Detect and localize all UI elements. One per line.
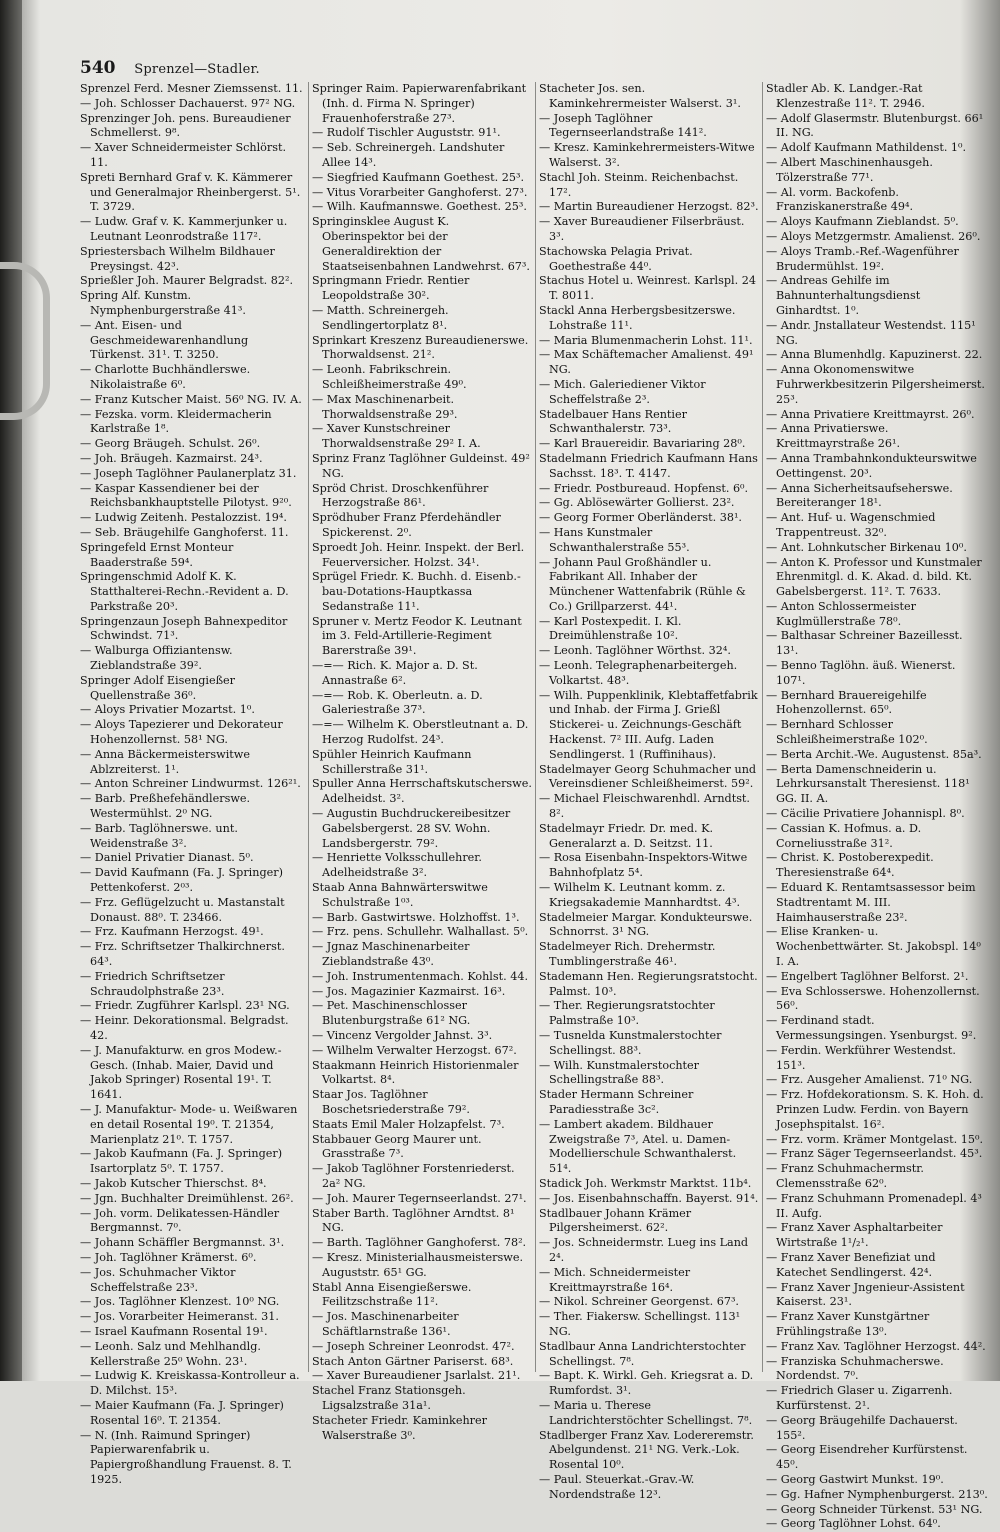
directory-entry: —=— Rob. K. Oberleutn. a. D. Galeriestraße 37³. (312, 688, 483, 717)
directory-entry: — Siegfried Kaufmann Goethest. 25³. (312, 170, 525, 184)
directory-entry: Stachel Franz Stationsgeh. Ligsalzstraße 31a¹. (312, 1384, 466, 1412)
directory-entry: — Berta Archit.-We. Augustenst. 85a³. (766, 747, 982, 761)
directory-entry: Stadlbaur Anna Landrichterstochter Schellingst. 7⁸. (539, 1339, 746, 1368)
directory-entry: — Anna Bäckermeisterswitwe Ablzreiterst. 1¹. (80, 747, 250, 776)
directory-entry: — Joseph Schreiner Leonrodst. 47². (312, 1339, 515, 1353)
directory-entry: — Max Schäftemacher Amalienst. 49¹ NG. (539, 348, 754, 377)
directory-entry: — Friedrich Glaser u. Zigarrenh. Kurfürstenst. 2¹. (766, 1384, 953, 1412)
directory-entry: — Karl Brauereidir. Bavariaring 28⁰. (539, 437, 746, 451)
directory-entry: — Georg Gastwirt Munkst. 19⁰. (766, 1472, 944, 1486)
directory-entry: Stadelmayer Georg Schuhmacher und Vereinsdiener Schleißheimerst. 59². (539, 762, 757, 791)
directory-entry: — Augustin Buchdruckereibesitzer Gabelsbergerst. 28 SV. Wohn. Landsbergerstr. 79². (312, 807, 511, 850)
directory-entry: — Max Maschinenarbeit. Thorwaldsenstraße 29³. (312, 392, 458, 421)
directory-entry: — Seb. Bräugehilfe Ganghoferst. 11. (80, 525, 289, 539)
directory-entry: — N. (Inh. Raimund Springer) Papierwarenfabrik u. Papiergroßhandlung Frauenst. 8. T. 1925. (80, 1428, 292, 1486)
directory-entry: Stadlbauer Johann Krämer Pilgersheimerst. 62². (539, 1206, 692, 1235)
directory-entry: — Tusnelda Kunstmalerstochter Schellingst. 88³. (539, 1029, 722, 1057)
directory-entry: Spriestersbach Wilhelm Bildhauer Preysingst. 42³. (80, 244, 275, 273)
directory-entry: — Andr. Jnstallateur Westendst. 115¹ NG. (766, 318, 976, 347)
directory-entry: — Bernhard Schlosser Schleißheimerstraße 102⁰. (766, 718, 928, 747)
directory-entry: — Leonh. Telegraphenarbeitergeh. Volkartst. 48³. (539, 659, 738, 687)
directory-entry: — Leonh. Fabrikschrein. Schleißheimerstraße 49⁰. (312, 363, 467, 391)
directory-entry: — Joh. Schlosser Dachauerst. 97² NG. (80, 96, 296, 110)
directory-entry: — Matth. Schreinergeh. Sendlingertorplatz 8¹. (312, 303, 449, 332)
directory-entry: — Georg Schneider Türkenst. 53¹ NG. (766, 1502, 983, 1516)
directory-entry: — Jgn. Buchhalter Dreimühlenst. 26². (80, 1191, 294, 1205)
directory-entry: — Ferdin. Werkführer Westendst. 151³. (766, 1043, 956, 1072)
directory-entry: — Kresz. Kaminkehrermeisters-Witwe Walserst. 3². (539, 141, 755, 169)
directory-entry: — Joseph Taglöhner Paulanerplatz 31. (80, 466, 297, 480)
directory-entry: — Frz. Kaufmann Herzogst. 49¹. (80, 925, 264, 939)
directory-entry: — Pet. Maschinenschlosser Blutenburgstraße 61² NG. (312, 999, 471, 1028)
directory-entry: — Charlotte Buchhändlerswe. Nikolaistraße 6⁰. (80, 363, 251, 391)
directory-entry: — Karl Postexpedit. I. Kl. Dreimühlenstraße 10². (539, 614, 682, 643)
directory-entry: — Johann Schäffler Bergmannst. 3¹. (80, 1236, 285, 1250)
directory-entry: — Rosa Eisenbahn-Inspektors-Witwe Bahnhofplatz 5⁴. (539, 851, 748, 880)
directory-entry: — Franz Kutscher Maist. 56⁰ NG. IV. A. (80, 392, 302, 406)
directory-entry: — Ludwig K. Kreiskassa-Kontrolleur a. D. Milchst. 15³. (80, 1369, 300, 1398)
directory-entry: — Franz Xaver Jngenieur-Assistent Kaiserst. 23¹. (766, 1280, 965, 1309)
directory-entry: Staab Anna Bahnwärterswitwe Schulstraße 1⁰³. (312, 881, 488, 909)
directory-entry: — Albert Maschinenhausgeh. Tölzerstraße 77¹. (766, 155, 933, 184)
directory-entry: Springmann Friedr. Rentier Leopoldstraße 30². (312, 274, 470, 303)
directory-entry: — Anna Blumenhdlg. Kapuzinerst. 22. (766, 348, 983, 362)
directory-entry: — Joh. Instrumentenmach. Kohlst. 44. (312, 969, 529, 983)
directory-entry: Stademann Hen. Regierungsratstocht. Palmst. 10³. (539, 969, 758, 998)
directory-entry: Sproedt Joh. Heinr. Inspekt. der Berl. Feuerversicher. Holzst. 34¹. (312, 540, 525, 569)
directory-entry: — Aloys Privatier Mozartst. 1⁰. (80, 703, 255, 717)
directory-entry: — Berta Damenschneiderin u. Lehrkursanstalt Theresienst. 118¹ GG. II. A. (766, 762, 970, 806)
directory-entry: — Wilhelm Verwalter Herzogst. 67². (312, 1043, 517, 1057)
directory-entry: Stachowska Pelagia Privat. Goethestraße 44⁰. (539, 244, 693, 273)
directory-entry: — Georg Taglöhner Lohst. 64⁰. (766, 1517, 941, 1531)
directory-entry: — Barth. Taglöhner Ganghoferst. 78². (312, 1236, 527, 1250)
directory-entry: —=— Rich. K. Major a. D. St. Annastraße 6². (312, 659, 478, 687)
directory-entry: — Ther. Regierungsratstochter Palmstraße 10³. (539, 999, 715, 1028)
directory-entry: — Benno Taglöhn. äuß. Wienerst. 107¹. (766, 659, 956, 687)
directory-entry: — Christ. K. Postoberexpedit. Theresienstraße 64⁴. (766, 851, 934, 880)
directory-entry: — Michael Fleischwarenhdl. Arndtst. 8². (539, 792, 750, 821)
directory-entry: — Anton Schreiner Lindwurmst. 126²¹. (80, 777, 301, 791)
directory-entry: Stacheter Friedr. Kaminkehrer Walserstraße 3⁰. (312, 1413, 487, 1442)
page-number: 540 (80, 58, 116, 78)
directory-entry: — Eva Schlosserswe. Hohenzollernst. 56⁰. (766, 984, 980, 1013)
directory-entry: — Rudolf Tischler Auguststr. 91¹. (312, 126, 501, 140)
directory-entry: — J. Manufakturw. en gros Modew.-Gesch. (Inhab. Maier, David und Jakob Springer) Rosental 19¹. T. 1641. (80, 1043, 282, 1102)
directory-entry: — Bernhard Brauereigehilfe Hohenzollernst. 65⁰. (766, 688, 927, 717)
directory-entry: — Wilh. Kunstmalerstochter Schellingstraße 88³. (539, 1058, 700, 1087)
directory-entry: — Franz Xaver Kunstgärtner Frühlingstraße 13⁰. (766, 1310, 930, 1338)
column-4 (766, 82, 988, 1531)
directory-entry: Stadelmayr Friedr. Dr. med. K. Generalarzt a. D. Seitzst. 11. (539, 821, 714, 850)
directory-entry: — Frz. Ausgeher Amalienst. 71⁰ NG. (766, 1073, 973, 1087)
directory-entry: — Paul. Steuerkat.-Grav.-W. Nordendstraße 12³. (539, 1472, 695, 1501)
directory-entry: — Anna Trambahnkondukteurswitwe Oettingenst. 20³. (766, 451, 977, 480)
directory-entry: — Vitus Vorarbeiter Ganghoferst. 27³. (312, 185, 528, 199)
directory-entry: — Mich. Schneidermeister Kreittmayrstraße 16⁴. (539, 1265, 691, 1294)
directory-entry: — Fezska. vorm. Kleidermacherin Karlstraße 1⁸. (80, 407, 272, 436)
directory-entry: — Jos. Vorarbeiter Heimeranst. 31. (80, 1310, 279, 1324)
directory-entry: — Walburga Offiziantensw. Zieblandstraße 39². (80, 644, 233, 673)
directory-entry: Stachl Joh. Steinm. Reichenbachst. 17². (539, 170, 739, 199)
directory-entry: — Barb. Preßhefehändlerswe. Westermühlst. 2⁰ NG. (80, 792, 251, 821)
directory-entry: — Frz. pens. Schullehr. Walhallast. 5⁰. (312, 925, 529, 939)
binder-ring (0, 262, 50, 420)
directory-entry: — Leonh. Taglöhner Wörthst. 32⁴. (539, 644, 731, 658)
directory-entry: — Al. vorm. Backofenb. Franziskanerstraße 49⁴. (766, 185, 914, 214)
directory-entry: Springenschmid Adolf K. K. Statthalterei-Rechn.-Revident a. D. Parkstraße 20³. (80, 570, 289, 613)
directory-entry: — Jakob Kutscher Thierschst. 8⁴. (80, 1176, 267, 1190)
directory-entry: Spuller Anna Herrschaftskutscherswe. Adelheidst. 3². (312, 777, 532, 806)
directory-entry: — Martin Bureaudiener Herzogst. 82³. (539, 200, 759, 214)
directory-entry: Staar Jos. Taglöhner Boschetsriederstraße 79². (312, 1088, 470, 1116)
directory-entry: — Joh. vorm. Delikatessen-Händler Bergmannst. 7⁰. (80, 1206, 280, 1235)
directory-entry: — Maier Kaufmann (Fa. J. Springer) Rosental 16⁰. T. 21354. (80, 1398, 284, 1427)
directory-entry: — Heinr. Dekorationsmal. Belgradst. 42. (80, 1014, 289, 1042)
directory-entry: —=— Wilhelm K. Oberstleutnant a. D. Herzog Rudolfst. 24³. (312, 718, 529, 747)
directory-entry: — Anna Sicherheitsaufseherswe. Bereiteranger 18¹. (766, 481, 953, 510)
directory-entry: — Georg Bräugehilfe Dachauerst. 155². (766, 1413, 958, 1442)
directory-entry: Springenzaun Joseph Bahnexpeditor Schwindst. 71³. (80, 614, 288, 643)
directory-entry: — Anton K. Professor und Kunstmaler Ehrenmitgl. d. K. Akad. d. bild. Kt. Gabelsbergerst. 11². T. 7633. (766, 555, 982, 599)
directory-entry: — Jakob Kaufmann (Fa. J. Springer) Isartorplatz 5⁰. T. 1757. (80, 1147, 283, 1176)
directory-entry: — Franz Xav. Taglöhner Herzogst. 44². (766, 1339, 986, 1353)
directory-entry: — Franz Xaver Asphaltarbeiter Wirtstraße 1¹/₂¹. (766, 1221, 943, 1250)
directory-entry: — Joh. Taglöhner Krämerst. 6⁰. (80, 1250, 257, 1264)
directory-entry: — Frz. Hofdekorationsm. S. K. Hoh. d. Prinzen Ludw. Ferdin. von Bayern Josephspitalst. 16². (766, 1088, 984, 1131)
directory-entry: — Ant. Huf- u. Wagenschmied Trappentreust. 32⁰. (766, 511, 936, 539)
directory-entry: Stachus Hotel u. Weinrest. Karlspl. 24 T. 8011. (539, 274, 756, 303)
column-divider (762, 82, 763, 1372)
directory-entry: Staakmann Heinrich Historienmaler Volkartst. 8⁴. (312, 1058, 519, 1087)
directory-entry: — Wilh. Kaufmannswe. Goethest. 25³. (312, 200, 527, 214)
directory-entry: — Aloys Metzgermstr. Amalienst. 26⁰. (766, 229, 981, 243)
directory-entry: — Aloys Tapezierer und Dekorateur Hohenzollernst. 58¹ NG. (80, 718, 283, 747)
directory-entry: Stadick Joh. Werkmstr Marktst. 11b⁴. (539, 1176, 752, 1190)
directory-entry: — Anna Privatierswe. Kreittmayrstraße 26¹. (766, 422, 901, 451)
directory-entry: — Gg. Hafner Nymphenburgerst. 213⁰. (766, 1487, 988, 1501)
directory-entry: Springer Raim. Papierwarenfabrikant (Inh. d. Firma N. Springer) Frauenhoferstraße 27³. (312, 82, 527, 125)
directory-entry: — Jos. Magazinier Kazmairst. 16³. (312, 984, 506, 998)
directory-entry: — Vincenz Vergolder Jahnst. 3³. (312, 1029, 493, 1042)
column-3 (539, 82, 759, 1501)
directory-entry: — Ant. Eisen- und Geschmeidewarenhandlung Türkenst. 31¹. T. 3250. (80, 318, 249, 362)
directory-entry: — Andreas Gehilfe im Bahnunterhaltungsdienst Ginhardtst. 1⁰. (766, 274, 921, 317)
directory-entry: — Friedr. Postbureaud. Hopfenst. 6⁰. (539, 481, 749, 495)
directory-entry: — Friedrich Schriftsetzer Schraudolphstraße 23³. (80, 969, 225, 998)
directory-entry: Staats Emil Maler Holzapfelst. 7³. (312, 1117, 505, 1131)
directory-entry: Staber Barth. Taglöhner Arndtst. 8¹ NG. (312, 1206, 515, 1235)
directory-entry: — Nikol. Schreiner Georgenst. 67³. (539, 1295, 739, 1309)
directory-entry: Sprenzinger Joh. pens. Bureaudiener Schmellerst. 9⁸. (80, 111, 291, 140)
directory-entry: — Joh. Maurer Tegernseerlandst. 27¹. (312, 1191, 527, 1205)
directory-entry: — Franz Säger Tegernseerlandst. 45³. (766, 1147, 983, 1161)
directory-entry: — Jos. Eisenbahnschaffn. Bayerst. 91⁴. (539, 1191, 759, 1205)
directory-entry: — Anton Schlossermeister Kuglmüllerstraße 78⁰. (766, 599, 916, 628)
directory-entry: Stach Anton Gärtner Pariserst. 68³. (312, 1354, 514, 1368)
column-2 (312, 82, 532, 1442)
directory-entry: — Henriette Volksschullehrer. Adelheidstraße 3². (312, 851, 482, 880)
directory-entry: — Maria Blumenmacherin Lohst. 11¹. (539, 333, 753, 347)
directory-entry: — Israel Kaufmann Rosental 19¹. (80, 1324, 268, 1338)
directory-entry: — Daniel Privatier Dianast. 5⁰. (80, 851, 254, 865)
directory-entry: — Kresz. Ministerialhausmeisterswe. Auguststr. 65¹ GG. (312, 1250, 523, 1279)
directory-entry: — Johann Paul Großhändler u. Fabrikant All. Inhaber der Münchener Wattenfabrik (Rühle & Co.) Grillparzerst. 44¹. (539, 555, 746, 613)
directory-entry: — Jakob Taglöhner Forstenriederst. 2a² NG. (312, 1162, 515, 1190)
directory-entry: — Engelbert Taglöhner Belforst. 2¹. (766, 969, 969, 983)
directory-entry: — Ther. Fiakersw. Schellingst. 113¹ NG. (539, 1310, 741, 1338)
directory-entry: — Eduard K. Rentamtsassessor beim Stadtrentamt M. III. Haimhauserstraße 23². (766, 881, 976, 924)
directory-entry: Springefeld Ernst Monteur Baaderstraße 59⁴. (80, 540, 234, 569)
directory-entry: — Aloys Tramb.-Ref.-Wagenführer Brudermühlst. 19². (766, 244, 959, 273)
directory-entry: Stadelbauer Hans Rentier Schwanthalerstr. 73³. (539, 407, 687, 436)
directory-entry: — Jos. Schuhmacher Viktor Scheffelstraße 23³. (80, 1265, 236, 1294)
directory-entry: Sprödhuber Franz Pferdehändler Spickerenst. 2⁰. (312, 511, 501, 539)
directory-entry: Stadelmeier Margar. Kondukteurswe. Schnorrst. 3¹ NG. (539, 910, 753, 939)
directory-entry: — Elise Kranken- u. Wochenbettwärter. St. Jakobspl. 14⁰ I. A. (766, 925, 981, 969)
directory-entry: — Balthasar Schreiner Bazeillesst. 13¹. (766, 629, 963, 658)
directory-entry: Springinsklee August K. Oberinspektor bei der Generaldirektion der Staatseisenbahnen Landwehrst. 67³. (312, 215, 530, 273)
directory-entry: — Joseph Taglöhner Tegernseerlandstraße 141². (539, 111, 707, 140)
directory-entry: — Ferdinand stadt. Vermessungsingen. Ysenburgst. 9². (766, 1014, 977, 1042)
directory-entry: Spreti Bernhard Graf v. K. Kämmerer und Generalmajor Rheinbergerst. 5¹. T. 3729. (80, 170, 301, 214)
directory-entry: — J. Manufaktur- Mode- u. Weißwaren en detail Rosental 19⁰. T. 21354, Marienplatz 21⁰. T. 1757. (80, 1102, 298, 1146)
directory-entry: — Xaver Kunstschreiner Thorwaldsenstraße 29² I. A. (312, 422, 481, 451)
directory-entry: — Wilhelm K. Leutnant komm. z. Kriegsakademie Mannhardtst. 4³. (539, 881, 740, 909)
directory-entry: Spröd Christ. Droschkenführer Herzogstraße 86¹. (312, 481, 489, 510)
directory-entry: — Leonh. Salz und Mehlhandlg. Kellerstraße 25⁰ Wohn. 23¹. (80, 1339, 261, 1368)
column-divider (308, 82, 309, 1372)
directory-entry: — Ludw. Graf v. K. Kammerjunker u. Leutnant Leonrodstraße 117². (80, 215, 288, 243)
directory-entry: — Georg Bräugeh. Schulst. 26⁰. (80, 437, 261, 451)
directory-entry: — Franz Schuhmachermstr. Clemensstraße 62⁰. (766, 1162, 924, 1190)
directory-entry: Springer Adolf Eisengießer Quellenstraße 36⁰. (80, 673, 236, 702)
directory-entry: — Frz. Schriftsetzer Thalkirchnerst. 64³. (80, 940, 285, 969)
directory-entry: Stader Hermann Schreiner Paradiesstraße 3c². (539, 1088, 694, 1116)
directory-entry: — Lambert akadem. Bildhauer Zweigstraße 7³, Atel. u. Damen-Modellierschule Schwanthalerst. 51⁴. (539, 1117, 737, 1176)
directory-entry: Stabbauer Georg Maurer unt. Grasstraße 7³. (312, 1132, 482, 1161)
directory-entry: — Anna Privatiere Kreittmayrst. 26⁰. (766, 407, 975, 421)
directory-entry: — Georg Former Oberländerst. 38¹. (539, 511, 742, 525)
directory-entry: — Jos. Schneidermstr. Lueg ins Land 2⁴. (539, 1236, 749, 1264)
directory-entry: Sprinkart Kreszenz Bureaudienerswe. Thorwaldsenst. 21². (312, 333, 529, 362)
directory-entry: Stadelmann Friedrich Kaufmann Hans Sachsst. 18³. T. 4147. (539, 451, 758, 480)
directory-entry: — Xaver Schneidermeister Schlörst. 11. (80, 141, 287, 169)
directory-entry: Spring Alf. Kunstm. Nymphenburgerstraße 41³. (80, 289, 246, 317)
directory-entry: — Barb. Gastwirtswe. Holzhoffst. 1³. (312, 910, 520, 924)
directory-entry: — Friedr. Zugführer Karlspl. 23¹ NG. (80, 999, 290, 1013)
directory-entry: — Cäcilie Privatiere Johannispl. 8⁰. (766, 807, 965, 821)
directory-entry: Sprenzel Ferd. Mesner Ziemssenst. 11. (80, 82, 303, 95)
directory-entry: Spruner v. Mertz Feodor K. Leutnant im 3. Feld-Artillerie-Regiment Barerstraße 39¹. (312, 614, 522, 658)
directory-entry: — Xaver Bureaudiener Filserbräust. 3³. (539, 215, 745, 243)
page-header (80, 58, 960, 80)
directory-entry: — Jos. Taglöhner Klenzest. 10⁰ NG. (80, 1295, 280, 1309)
directory-entry: — Adolf Glasermstr. Blutenburgst. 66¹ II. NG. (766, 111, 984, 140)
directory-entry: Spühler Heinrich Kaufmann Schillerstraße 31¹. (312, 747, 472, 776)
directory-entry: — Mich. Galeriediener Viktor Scheffelstraße 2³. (539, 377, 706, 406)
directory-entry: — Jgnaz Maschinenarbeiter Zieblandstraße 43⁰. (312, 940, 470, 969)
directory-entry: — Franz Xaver Benefiziat und Katechet Sendlingerst. 42⁴. (766, 1250, 936, 1279)
directory-entry: — Barb. Taglöhnerswe. unt. Weidenstraße 3². (80, 821, 238, 850)
directory-entry: — Hans Kunstmaler Schwanthalerstraße 55³. (539, 525, 690, 554)
directory-entry: Sprügel Friedr. K. Buchh. d. Eisenb.-bau-Dotations-Hauptkassa Sedanstraße 11¹. (312, 570, 521, 613)
directory-entry: Stabl Anna Eisengießerswe. Feilitzschstraße 11². (312, 1280, 472, 1309)
directory-entry: — Georg Eisendreher Kurfürstenst. 45⁰. (766, 1443, 968, 1472)
directory-entry: — Gg. Ablösewärter Gollierst. 23². (539, 496, 735, 510)
directory-entry: — Cassian K. Hofmus. a. D. Corneliusstraße 31². (766, 821, 922, 850)
directory-entry: Stadelmeyer Rich. Drehermstr. Tumblingerstraße 46¹. (539, 940, 716, 969)
directory-entry: — Xaver Bureaudiener Jsarlalst. 21¹. (312, 1369, 521, 1383)
directory-entry: — Ludwig Zeitenh. Pestalozzist. 19⁴. (80, 511, 287, 525)
directory-entry: Sprießler Joh. Maurer Belgradst. 82². (80, 274, 294, 288)
book-gutter (0, 0, 22, 1381)
directory-entry: — Franziska Schuhmacherswe. Nordendst. 7⁰. (766, 1354, 944, 1383)
directory-entry: — Kaspar Kassendiener bei der Reichsbankhauptstelle Pilotyst. 9²⁰. (80, 481, 292, 510)
directory-entry: — Anna Okonomenswitwe Fuhrwerkbesitzerin Pilgersheimerst. 25³. (766, 363, 985, 406)
directory-entry: Stacheter Jos. sen. Kaminkehrermeister Walserst. 3¹. (539, 82, 741, 110)
column-divider (535, 82, 536, 1372)
directory-entry: — Wilh. Puppenklinik, Klebtaffetfabrik und Inhab. der Firma J. Grießl Stickerei- u. Zeichnungs-Geschäft Hackenst. 7² III. Aufg. Laden Sendlingerst. 1 (Ruffinihaus). (539, 688, 758, 761)
directory-entry: — Aloys Kaufmann Zieblandst. 5⁰. (766, 215, 959, 229)
directory-entry: Sprinz Franz Taglöhner Guldeinst. 49² NG. (312, 451, 530, 480)
directory-entry: Stackl Anna Herbergsbesitzerswe. Lohstraße 11¹. (539, 303, 736, 332)
directory-entry: — Ant. Lohnkutscher Birkenau 10⁰. (766, 540, 967, 554)
directory-entry: — Adolf Kaufmann Mathildenst. 1⁰. (766, 141, 967, 155)
directory-entry: — Seb. Schreinergeh. Landshuter Allee 14³. (312, 141, 505, 169)
directory-entry: — Joh. Bräugeh. Kazmairst. 24³. (80, 451, 263, 465)
directory-entry: — Frz. vorm. Krämer Montgelast. 15⁰. (766, 1132, 984, 1146)
directory-entry: — Maria u. Therese Landrichterstöchter Schellingst. 7⁸. (539, 1398, 753, 1427)
directory-entry: — Franz Schuhmann Promenadepl. 4³ II. Aufg. (766, 1191, 982, 1220)
column-1 (80, 82, 305, 1486)
directory-entry: Stadler Ab. K. Landger.-Rat Klenzestraße 11². T. 2946. (766, 82, 925, 110)
directory-entry: Stadlberger Franz Xav. Lodereremstr. Abelgundenst. 21¹ NG. Verk.-Lok. Rosental 10⁰. (539, 1428, 754, 1472)
running-title: Sprenzel—Stadler. (134, 62, 260, 77)
directory-entry: — Bapt. K. Wirkl. Geh. Kriegsrat a. D. Rumfordst. 3¹. (539, 1369, 754, 1398)
directory-entry: — Frz. Geflügelzucht u. Mastanstalt Donaust. 88⁰. T. 23466. (80, 895, 285, 924)
directory-entry: — Jos. Maschinenarbeiter Schäftlarnstraße 136¹. (312, 1310, 459, 1338)
directory-entry: — David Kaufmann (Fa. J. Springer) Pettenkoferst. 2⁰³. (80, 866, 283, 895)
